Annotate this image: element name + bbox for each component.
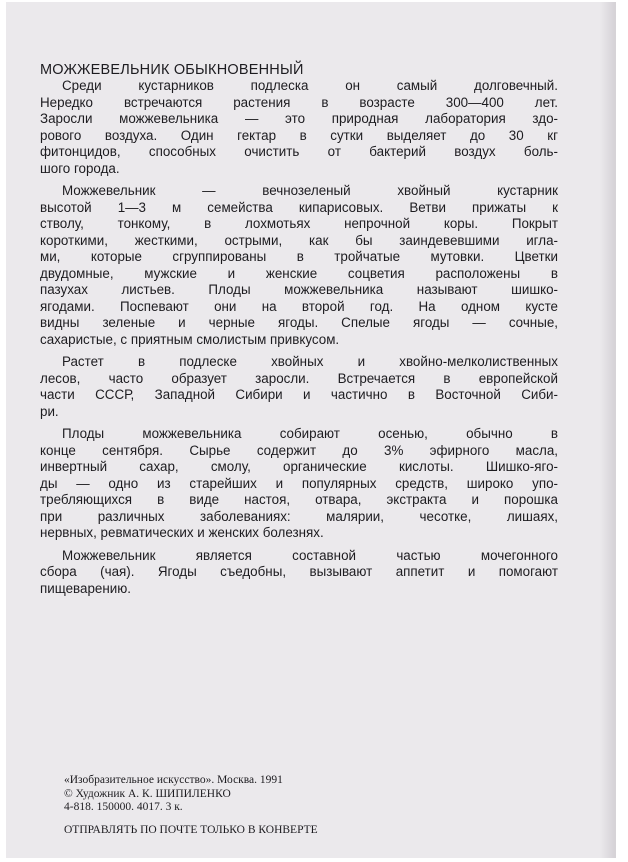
text-line: ды — одно из старейших и популярных средств, широко упо- — [40, 475, 558, 491]
postcard-back — [6, 2, 616, 858]
page-edge-shadow — [600, 2, 614, 858]
paragraph-description — [40, 183, 558, 348]
paragraph-usage — [40, 548, 558, 598]
publisher-imprint — [64, 774, 283, 815]
text-line: стволу, тонкому, в лохмотьях непрочной коры. Покрыт — [40, 216, 558, 231]
text-line: сахаристые, с приятным смолистым привкусом. — [40, 331, 340, 347]
text-line: Можжевельник — вечнозеленый хвойный кустарник — [62, 183, 558, 198]
text-line: пазухах листьев. Плоды можжевельника называют шишко- — [40, 282, 558, 297]
paragraph-harvest — [40, 426, 558, 542]
text-line: конце сентября. Сырье содержит до 3% эфирного масла, — [40, 442, 558, 458]
text-line: высотой 1—3 м семейства кипарисовых. Ветви прижаты к — [40, 199, 558, 215]
text-line: ри. — [40, 403, 59, 419]
imprint-publisher: «Изобразительное искусство». Москва. 1991 — [64, 774, 283, 786]
text-line: лесов, часто образует заросли. Встречается в европейской — [40, 370, 558, 386]
text-line: требляющихся в виде настоя, отвара, экстракта и порошка — [40, 492, 558, 507]
text-line: Нередко встречаются растения в возрасте 300—400 лет. — [40, 94, 558, 110]
text-line: шого города. — [40, 160, 120, 176]
text-line: ми, которые сгруппированы в тройчатые мутовки. Цветки — [40, 249, 558, 264]
text-line: нервных, ревматических и женских болезнях. — [40, 525, 324, 540]
text-line: инвертный сахар, смолу, органические кислоты. Шишко-яго- — [40, 459, 558, 474]
imprint-artist: © Художник А. К. ШИПИЛЕНКО — [64, 787, 231, 800]
text-line: части СССР, Западной Сибири и частично в Восточной Сиби- — [40, 387, 558, 402]
text-line: пищеварению. — [40, 580, 131, 596]
text-line: короткими, жесткими, острыми, как бы заиндевевшими игла- — [40, 232, 558, 248]
text-line: ягодами. Поспевают они на второй год. На одном кусте — [40, 298, 558, 314]
text-line: Заросли можжевельника — это природная лаборатория здо- — [40, 111, 558, 126]
page-title: МОЖЖЕВЕЛЬНИК ОБЫКНОВЕННЫЙ — [40, 62, 304, 78]
imprint-codes: 4-818. 150000. 4017. 3 к. — [64, 801, 183, 813]
paragraph-intro — [40, 78, 558, 177]
text-line: видны зеленые и черные ягоды. Спелые ягоды — сочные, — [40, 315, 558, 330]
text-line: Плоды можжевельника собирают осенью, обычно в — [62, 426, 558, 441]
text-line: Можжевельник является составной частью мочегонного — [62, 547, 558, 563]
paragraph-habitat — [40, 354, 558, 420]
text-line: двудомные, мужские и женские соцветия расположены в — [40, 265, 558, 281]
text-line: фитонцидов, способных очистить от бактерий воздух боль- — [40, 144, 558, 159]
text-line: рового воздуха. Один гектар в сутки выделяет до 30 кг — [40, 127, 558, 143]
text-line: сбора (чая). Ягоды съедобны, вызывают аппетит и помогают — [40, 564, 558, 579]
text-line: Растет в подлеске хвойных и хвойно-мелколиственных — [62, 354, 558, 369]
text-line: Среди кустарников подлеска он самый долговечный. — [62, 78, 558, 93]
article-body — [40, 78, 558, 603]
text-line: при различных заболеваниях: малярии, чесотке, лишаях, — [40, 508, 558, 524]
mailing-instruction: ОТПРАВЛЯТЬ ПО ПОЧТЕ ТОЛЬКО В КОНВЕРТЕ — [64, 824, 318, 836]
